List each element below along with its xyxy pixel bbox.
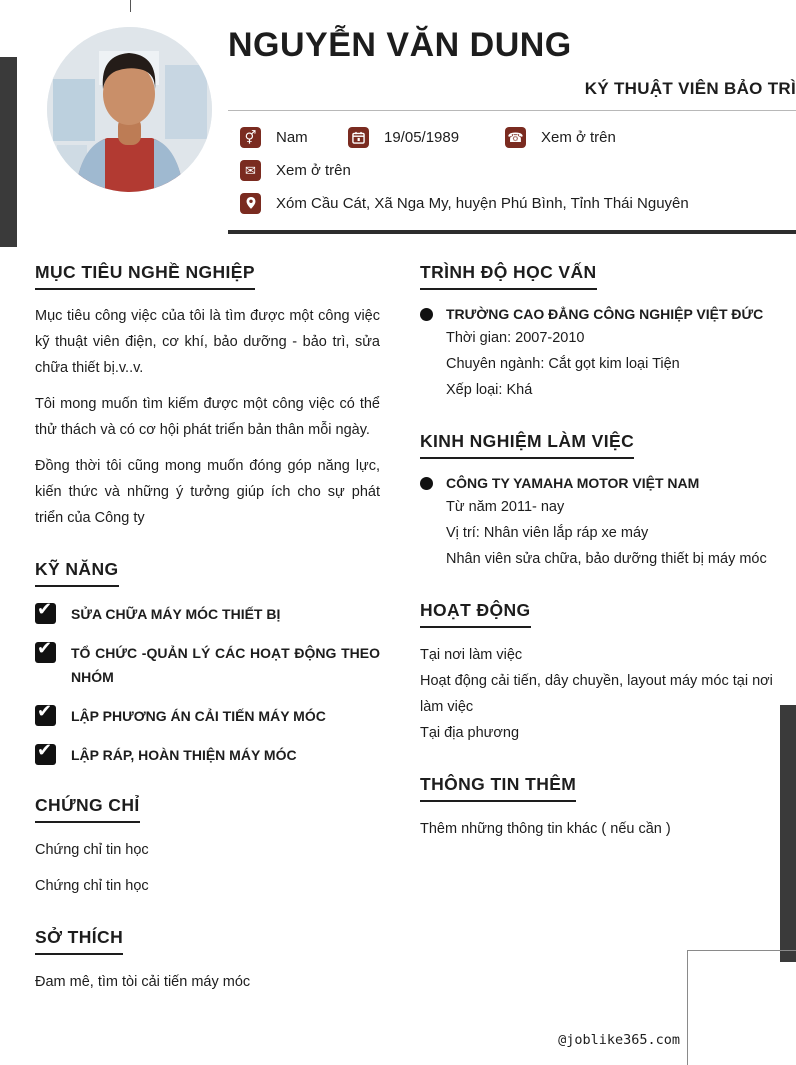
checkbox-icon: [35, 700, 56, 726]
gender-icon: ⚥: [240, 127, 261, 148]
skill-item: [35, 739, 380, 767]
experience-entry: [420, 473, 776, 572]
header: [228, 0, 796, 234]
education-detail: Chuyên ngành: Cắt gọt kim loại Tiện: [446, 355, 680, 372]
location-icon: [240, 193, 261, 214]
main-content: [0, 234, 796, 995]
skills-heading: KỸ NĂNG: [35, 559, 119, 587]
section-certificates: [35, 795, 380, 899]
certificates-heading: CHỨNG CHỈ: [35, 795, 140, 823]
skill-item: [35, 637, 380, 689]
site-watermark: @joblike365.com: [558, 1032, 680, 1048]
checkbox-icon: [35, 598, 56, 624]
skill-item: [35, 700, 380, 728]
checkmark-glyph: ✔: [37, 700, 53, 721]
experience-entry-body: [446, 473, 767, 572]
contact-row-1: [240, 127, 796, 148]
skill-label: SỬA CHỮA MÁY MÓC THIẾT BỊ: [71, 605, 281, 622]
activity-line: Tại địa phương: [420, 724, 520, 741]
school-name: TRƯỜNG CAO ĐẲNG CÔNG NGHIỆP VIỆT ĐỨC: [446, 305, 764, 322]
right-decorative-bar: [780, 705, 796, 962]
section-objective: [35, 262, 380, 531]
objective-paragraph: Mục tiêu công việc của tôi là tìm được một công việc kỹ thuật viên điện, cơ khí, bảo dưỡng - bảo trì, sửa chữa thiết bị.v..v.: [35, 307, 380, 376]
additional-info-line: Thêm những thông tin khác ( nếu cần ): [420, 820, 671, 837]
contact-row-3: [240, 193, 796, 214]
job-title: KÝ THUẬT VIÊN BẢO TRÌ: [228, 79, 796, 111]
contact-block: [228, 111, 796, 234]
section-skills: [35, 559, 380, 767]
experience-detail: Từ năm 2011- nay: [446, 498, 565, 515]
phone-value: Xem ở trên: [541, 128, 616, 146]
profile-photo-illustration: [47, 27, 212, 192]
education-heading: TRÌNH ĐỘ HỌC VẤN: [420, 262, 597, 290]
phone-icon: ☎: [505, 127, 526, 148]
contact-row-2: [240, 160, 796, 181]
checkmark-glyph: ✔: [37, 739, 53, 760]
objective-paragraph: Đồng thời tôi cũng mong muốn đóng góp năng lực, kiến thức và những ý tưởng giúp ích cho sự phát triển của Công ty: [35, 457, 380, 526]
section-experience: [420, 431, 776, 572]
checkbox-icon: [35, 637, 56, 663]
hobby-item: Đam mê, tìm tòi cải tiến máy móc: [35, 973, 251, 990]
bottom-corner-line-horizontal: [687, 950, 796, 951]
objective-paragraph: Tôi mong muốn tìm kiếm được một công việc có thể thử thách và có cơ hội phát triển bản thân mỗi ngày.: [35, 395, 380, 438]
contact-address: [240, 193, 689, 214]
checkbox-icon: [35, 739, 56, 765]
education-entry-body: [446, 304, 763, 403]
contact-gender: [240, 127, 348, 148]
education-detail: Xếp loại: Khá: [446, 381, 533, 398]
section-education: [420, 262, 776, 403]
left-column: [35, 262, 380, 995]
gender-value: Nam: [276, 128, 308, 146]
contact-birthday: [348, 127, 505, 148]
additional-info-heading: THÔNG TIN THÊM: [420, 774, 576, 802]
bullet-icon: [420, 477, 433, 490]
activities-heading: HOẠT ĐỘNG: [420, 600, 531, 628]
left-decorative-bar: [0, 57, 17, 247]
right-column: [420, 262, 776, 995]
skill-label: LẬP PHƯƠNG ÁN CẢI TIẾN MÁY MÓC: [71, 707, 326, 724]
top-decorative-line: [130, 0, 131, 12]
experience-detail: Vị trí: Nhân viên lắp ráp xe máy: [446, 524, 649, 541]
objective-heading: MỤC TIÊU NGHỀ NGHIỆP: [35, 262, 255, 290]
education-detail: Thời gian: 2007-2010: [446, 329, 585, 346]
profile-photo: [47, 27, 212, 192]
checkmark-glyph: ✔: [37, 637, 53, 658]
candidate-name: NGUYỄN VĂN DUNG: [228, 26, 572, 64]
address-value: Xóm Cầu Cát, Xã Nga My, huyện Phú Bình, Tỉnh Thái Nguyên: [276, 194, 689, 212]
email-icon: ✉: [240, 160, 261, 181]
certificate-item: Chứng chỉ tin học: [35, 877, 149, 894]
skill-label: LẬP RÁP, HOÀN THIỆN MÁY MÓC: [71, 746, 297, 763]
company-name: CÔNG TY YAMAHA MOTOR VIỆT NAM: [446, 474, 700, 491]
email-value: Xem ở trên: [276, 161, 351, 179]
skill-label: TỔ CHỨC -QUẢN LÝ CÁC HOẠT ĐỘNG THEO NHÓM: [71, 644, 380, 685]
education-entry: [420, 304, 776, 403]
experience-heading: KINH NGHIỆM LÀM VIỆC: [420, 431, 634, 459]
activity-line: Hoạt động cải tiến, dây chuyền, layout máy móc tại nơi làm việc: [420, 672, 773, 715]
bullet-icon: [420, 308, 433, 321]
contact-email: [240, 160, 351, 181]
hobbies-heading: SỞ THÍCH: [35, 927, 123, 955]
checkmark-glyph: ✔: [37, 598, 53, 619]
certificate-item: Chứng chỉ tin học: [35, 841, 149, 858]
experience-detail: Nhân viên sửa chữa, bảo dưỡng thiết bị máy móc: [446, 550, 767, 567]
section-additional-info: [420, 774, 776, 842]
section-activities: [420, 600, 776, 746]
bottom-corner-line-vertical: [687, 950, 688, 1065]
section-hobbies: [35, 927, 380, 995]
contact-phone: [505, 127, 616, 148]
activity-line: Tại nơi làm việc: [420, 646, 523, 663]
skill-item: [35, 598, 380, 626]
birthday-value: 19/05/1989: [384, 128, 460, 146]
calendar-icon: [348, 127, 369, 148]
